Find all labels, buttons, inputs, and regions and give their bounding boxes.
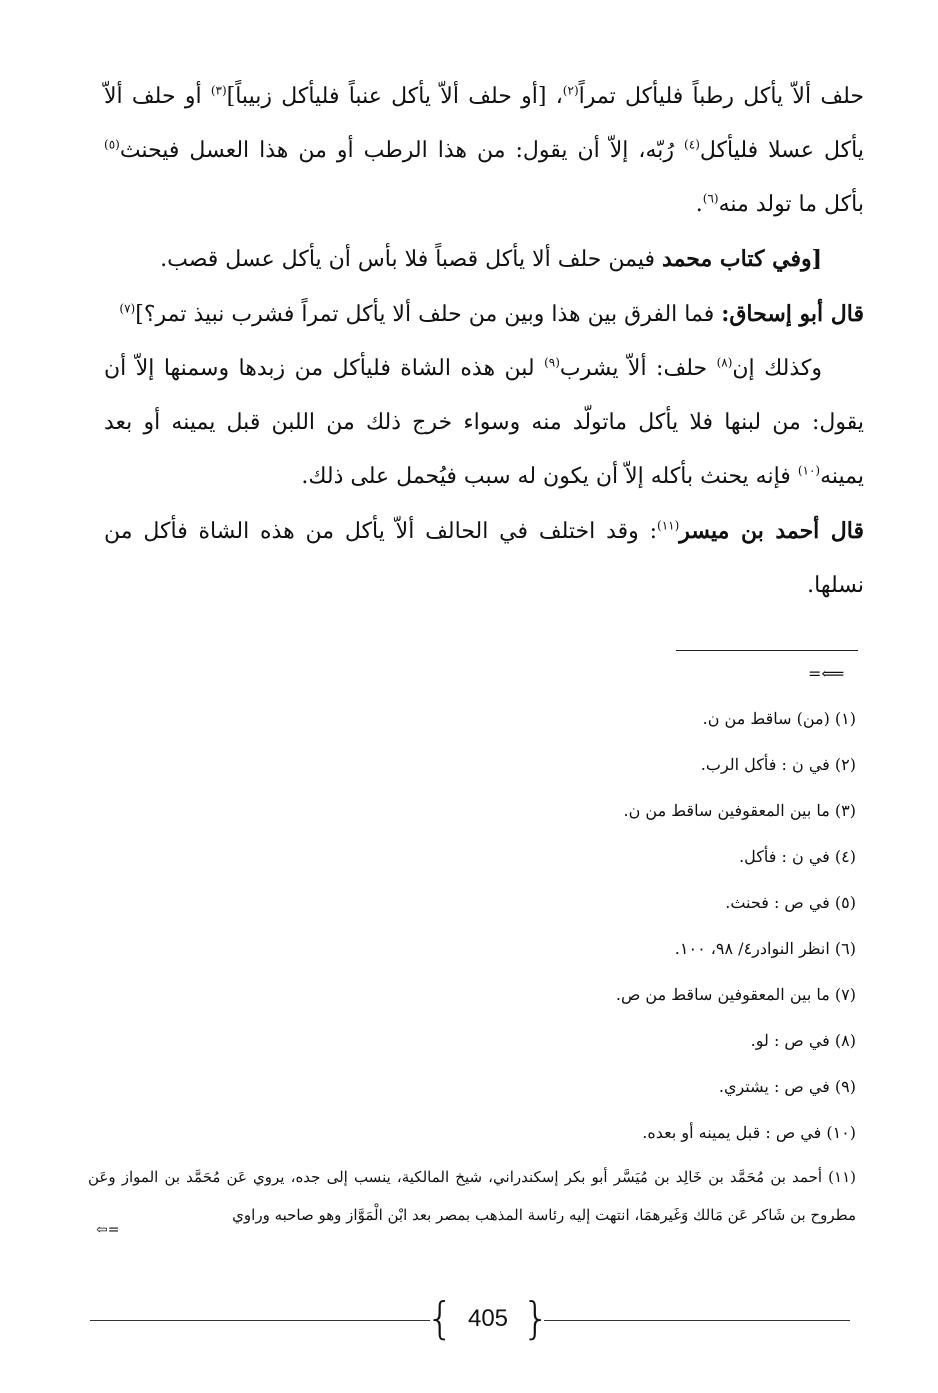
footnote-item: (٧) ما بين المعقوفين ساقط من ص. [615,985,856,1004]
footnote-ref-5[interactable]: (٥) [104,137,120,152]
footer-rule-right [544,1320,850,1321]
speaker-label: قال أحمد بن ميسر [679,518,864,544]
text-segment: وكذلك إن [732,356,822,381]
footnote-item: (٥) في ص : فحنث. [725,893,856,912]
footnote-ref-7[interactable]: (٧) [119,301,136,316]
book-citation: [وفي كتاب محمد [662,246,822,272]
footnote-item: (٢) في ن : فأكل الرب. [700,755,856,774]
continues-arrow-icon: ⇦ [96,1222,108,1238]
footnote-separator [676,650,858,651]
footnote-item: (٨) في ص : لو. [750,1031,856,1050]
text-segment: . [695,192,703,217]
text-segment: حلف: ألاّ يشرب [559,356,717,381]
footnote-ref-10[interactable]: (١٠) [797,463,821,478]
page-number-box [425,1293,551,1344]
text-segment: رُبّه، إلاّ أن يقول: من هذا الرطب أو من هذا العسل فيحنث [119,138,685,163]
footnote-ref-6[interactable]: (٦) [702,191,719,206]
footnote-continuation-mark: ⟸= [808,664,845,683]
main-text-body [104,70,864,613]
paragraph-1 [104,70,864,232]
text-segment: فيمن حلف ألا يأكل قصباً فلا بأس أن يأكل عسل قصب. [160,247,663,272]
brace-right-icon: } [522,1293,551,1344]
footnote-ref-8[interactable]: (٨) [716,355,733,370]
footnote-item: (٩) في ص : يشتري. [718,1077,856,1096]
page-number: 405 [467,1305,509,1332]
paragraph-2 [104,232,864,287]
footnote-item: (٣) ما بين المعقوفين ساقط من ن. [623,801,856,820]
speaker-label: قال أبو إسحاق: [721,301,864,327]
footnote-ref-9[interactable]: (٩) [544,355,560,370]
brace-left-icon: { [425,1293,454,1344]
continuation-arrow-icon: ⟸ [821,664,845,683]
footnote-item: (٤) في ن : فأكل. [739,847,856,866]
paragraph-5 [104,504,864,613]
footnote-ref-3[interactable]: (٣) [210,83,227,98]
footer-rule-left [90,1320,430,1321]
text-segment: فإنه يحنث بأكله إلاّ أن يكون له سبب فيُحمل على ذلك. [301,464,798,489]
paragraph-3 [104,287,864,342]
footnote-item: (٦) انظر النوادر٤/ ٩٨، ١٠٠. [674,939,856,958]
footnotes [88,696,868,1234]
text-segment: بأكل ما تولد منه [718,192,864,217]
text-segment: : وقد اختلف في الحالف ألاّ يأكل من هذه الشاة فأكل من نسلها. [104,519,864,598]
footnote-continues-mark: ⇦= [96,1222,120,1238]
text-segment: ، [أو حلف ألاّ يأكل عنباً فليأكل زبيباً] [226,84,563,109]
footnote-item: (١٠) في ص : قبل يمينه أو بعده. [642,1123,856,1142]
footnote-ref-2[interactable]: (٢) [562,83,579,98]
footnote-item-long: (١١) أحمد بن مُحَمَّد بن خَالِد بن مُيَسَّر أبو بكر إسكندراني، شيخ المالكية، ينسب إلى جده، يروي عَن مُحَمَّد بن المواز وعَن مطروح بن شَاكر عَن مَالك وَغَيرهمَا، انتهت إليه رئاسة المذهب بمصر بعد ابْن الْمَوَّاز وهو صاحبه وراوي [88,1168,856,1224]
footnote-ref-4[interactable]: (٤) [684,137,700,152]
text-segment: أو حلف ألاّ يأكل عسلا فليأكل [104,84,864,163]
footnote-item: (١) (من) ساقط من ن. [702,709,856,728]
footnote-ref-11[interactable]: (١١) [657,518,680,533]
text-segment: فما الفرق بين هذا وبين من حلف ألا يأكل تمراً فشرب نبيذ تمر؟] [135,302,722,327]
paragraph-4 [104,342,864,504]
text-segment: حلف ألاّ يأكل رطباً فليأكل تمراً [578,84,865,109]
text-segment: لبن هذه الشاة فليأكل من زبدها وسمنها إلاّ أن يقول: من لبنها فلا يأكل ماتولّد منه وسواء خرج ذلك من اللبن قبل يمينه أو بعد يمينه [104,356,864,489]
